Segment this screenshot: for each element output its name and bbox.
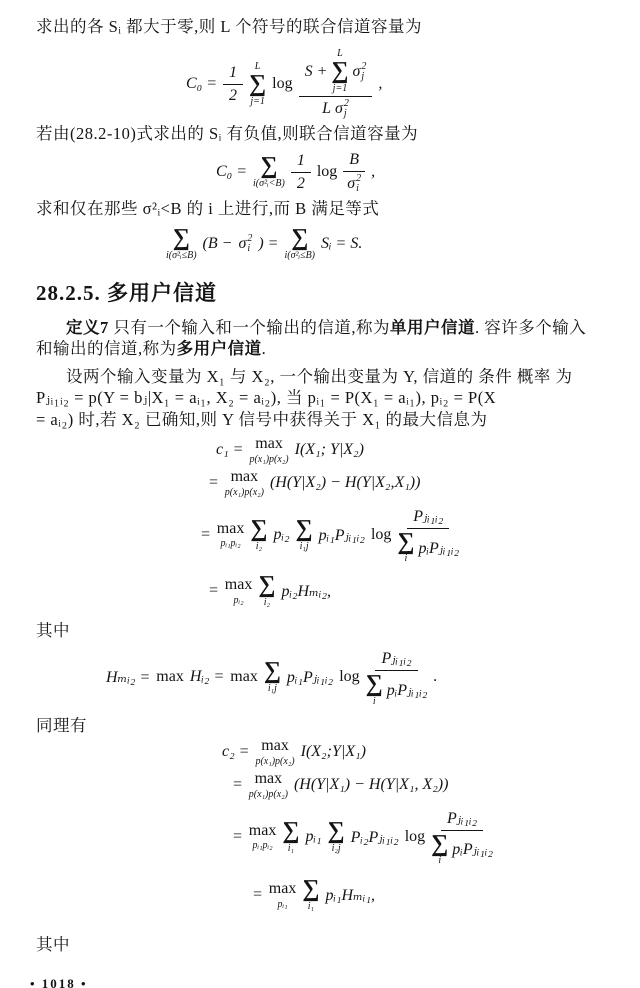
c2-line3: = max pᵢ₁pᵢ₂ ∑ i₁ pᵢ₁ ∑ i₂j Pᵢ₂Pⱼᵢ₁ᵢ₂ log Pⱼᵢ₁ᵢ₂ ∑ i pᵢPⱼᵢ₁ᵢ₂ [232,809,493,867]
log-operator: log [370,526,392,544]
para-joint-capacity-intro: 求出的各 Sᵢ 都大于零,则 L 个符号的联合信道容量为 [36,17,422,36]
fh-punct: . [433,668,438,686]
max-operator: max pᵢ₂ [224,575,253,606]
log-operator: log [316,163,338,181]
max-operator: max p(x₁)p(x₂) [248,769,288,800]
max-operator: max [156,668,184,686]
term-multi-user-channel: 多用户信道 [176,339,262,359]
c2-line2: = max p(x₁)p(x₂) (H(Y|X₁) − H(Y|X₁, X₂)) [232,769,449,800]
c1-line4: = max pᵢ₂ ∑ i₂ pᵢ₂Hₘᵢ₂, [208,572,332,609]
para-similarly: 同理有 [36,715,87,735]
sigma-sum-icon: ∑ [295,516,313,543]
sigma-squared: σ 2 j [352,60,367,82]
formula-capacity-waterfilling [216,151,614,194]
formula-b-constraint: ∑ i(σ²ᵢ≤B) (B − σ 2 i ) = ∑ i(σ²ᵢ≤B) Sᵢ = S. [166,225,363,261]
max-operator: max p(x₁)p(x₂) [249,435,289,465]
max-operator: max pᵢ₁pᵢ₂ [248,821,277,852]
fraction-prob-ratio: Pⱼᵢ₁ᵢ₂ ∑ i pᵢPⱼᵢ₁ᵢ₂ [431,809,493,867]
para-sum-condition: 求和仅在那些 σ²ᵢ<B 的 i 上进行,而 B 满足等式 [36,198,380,218]
fraction-snr: S + L ∑ j=1 σ 2 j L σ 2 j [299,49,373,119]
sigma-sum-icon: ∑ [260,153,278,180]
sum-operator: ∑ i₁j [263,658,281,695]
fraction-prob-ratio: Pⱼᵢ₁ᵢ₂ ∑ i pᵢPⱼᵢ₁ᵢ₂ [365,649,428,707]
para-negative-s: 若由(28.2-10)式求出的 Sᵢ 有负值,则联合信道容量为 [36,124,419,144]
c1-line3: = max pᵢ₁pᵢ₂ ∑ i₂ pᵢ₂ ∑ i₁j pᵢ₁Pⱼᵢ₁ᵢ₂ log Pⱼᵢ₁ᵢ₂ ∑ i pᵢPⱼᵢ₁ᵢ₂ [200,507,460,565]
para-definition-7: 定义7 只有一个输入和一个输出的信道,称为单用户信道. 容许多个输入 [66,317,587,337]
sigma-sum-icon: ∑ [365,670,383,697]
fraction-b-sigma: B σ 2 i [343,151,365,194]
sigma-squared: σ 2 i [238,233,253,254]
section-heading: 28.2.5. 多用户信道 [36,280,217,305]
equation-block-c2 [36,738,614,912]
sigma-sum-icon: ∑ [282,818,300,845]
sum-operator: ∑ i₂ [258,572,276,609]
sigma-sum-icon: ∑ [258,572,276,599]
fraction-prob-ratio: Pⱼᵢ₁ᵢ₂ ∑ i pᵢPⱼᵢ₁ᵢ₂ [397,507,460,565]
para-definition-7-line2: 和输出的信道,称为多用户信道. [36,339,267,359]
sigma-sum-icon: ∑ [172,225,190,252]
para-setup-line1: 设两个输入变量为 X₁ 与 X₂, 一个输出变量为 Y, 信道的 条件 概率 为 [66,366,573,386]
sum-operator: ∑ i [397,528,415,565]
sigma-sum-icon: ∑ [431,830,449,857]
sigma-sum-icon: ∑ [302,876,320,903]
sum-operator: ∑ i(σ²ᵢ<B) [253,153,285,190]
sum-operator: ∑ i(σ²ᵢ≤B) [166,225,197,261]
c1-line2: = max p(x₁)p(x₂) (H(Y|X₂) − H(Y|X₂,X₁)) [208,467,421,498]
sum-operator: ∑ i(σ²ᵢ≤B) [284,225,316,261]
sum-operator: ∑ i₂ [250,516,268,552]
para-setup-line2: Pⱼᵢ₁ᵢ₂ = p(Y = bⱼ|X₁ = aᵢ₁, X₂ = aᵢ₂), 当 pᵢ₁ = P(X₁ = aᵢ₁), pᵢ₂ = P(X [36,388,497,408]
c2-line1: c₂ = max p(x₁)p(x₂) I(X₂;Y|X₁) [222,736,366,767]
max-operator: max p(x₁)p(x₂) [224,467,264,498]
max-operator: max pᵢ₁pᵢ₂ [216,519,245,550]
log-operator: log [339,668,360,686]
sigma-sum-icon: ∑ [263,658,281,685]
f1-lhs: C₀ = [186,75,218,93]
max-operator: max p(x₁)p(x₂) [255,736,295,767]
sigma-squared: σ 2 i [347,172,362,194]
sum-operator: ∑ i₁ [302,876,320,913]
sum-operator: ∑ i₁j [295,516,313,552]
term-single-user-channel: 单用户信道 [390,317,475,337]
log-operator: log [404,827,426,845]
sum-operator: ∑ i₁ [282,818,300,854]
sum-operator: ∑ i₂j [327,818,345,854]
sigma-sum-icon: ∑ [291,225,309,252]
log-operator: log [272,75,293,93]
fraction-one-half: $\frac{1}{2}$ [223,64,243,105]
sigma-sum-icon: ∑ [327,818,345,845]
sigma-sum-icon: ∑ [250,516,268,543]
sigma-sum-icon: ∑ [331,58,349,85]
f1-punct: , [378,75,383,93]
sum-operator: L ∑ j=1 [249,60,267,107]
sigma-sum-icon: ∑ [249,70,267,97]
f2-punct: , [371,163,376,181]
equation-block-c1 [36,436,614,608]
c1-line1: c₁ = max p(x₁)p(x₂) I(X₁; Y|X₂) [216,435,364,465]
formula-joint-capacity [186,49,614,119]
sum-operator: L ∑ j=1 [331,48,349,95]
page-number: • 1018 • [30,975,88,988]
para-where-2: 其中 [36,935,70,955]
sigma-sum-icon: ∑ [397,528,415,555]
sigma-squared: σ 2 j [335,98,349,120]
c2-line4: = max pᵢ₁ ∑ i₁ pᵢ₁Hₘᵢ₁, [252,876,376,913]
para-setup-line3: = aᵢ₂) 时,若 X₂ 已确知,则 Y 信号中获得关于 X₁ 的最大信息为 [36,409,488,429]
para-where-1: 其中 [36,621,70,641]
max-operator: max pᵢ₁ [268,879,297,910]
definition-label: 定义7 [66,317,109,337]
sum-operator: ∑ i [365,670,383,707]
f2-lhs: C₀ = [216,163,248,181]
max-operator: max [230,668,258,686]
formula-h-max: Hₘᵢ₂ = max Hᵢ₂ = max ∑ i₁j pᵢ₁Pⱼᵢ₁ᵢ₂ log Pⱼᵢ₁ᵢ₂ ∑ i pᵢPⱼᵢ₁ᵢ₂ . [106,649,438,707]
fraction-one-half: $\frac{1}{2}$ [291,152,311,193]
sum-operator: ∑ i [431,830,449,867]
